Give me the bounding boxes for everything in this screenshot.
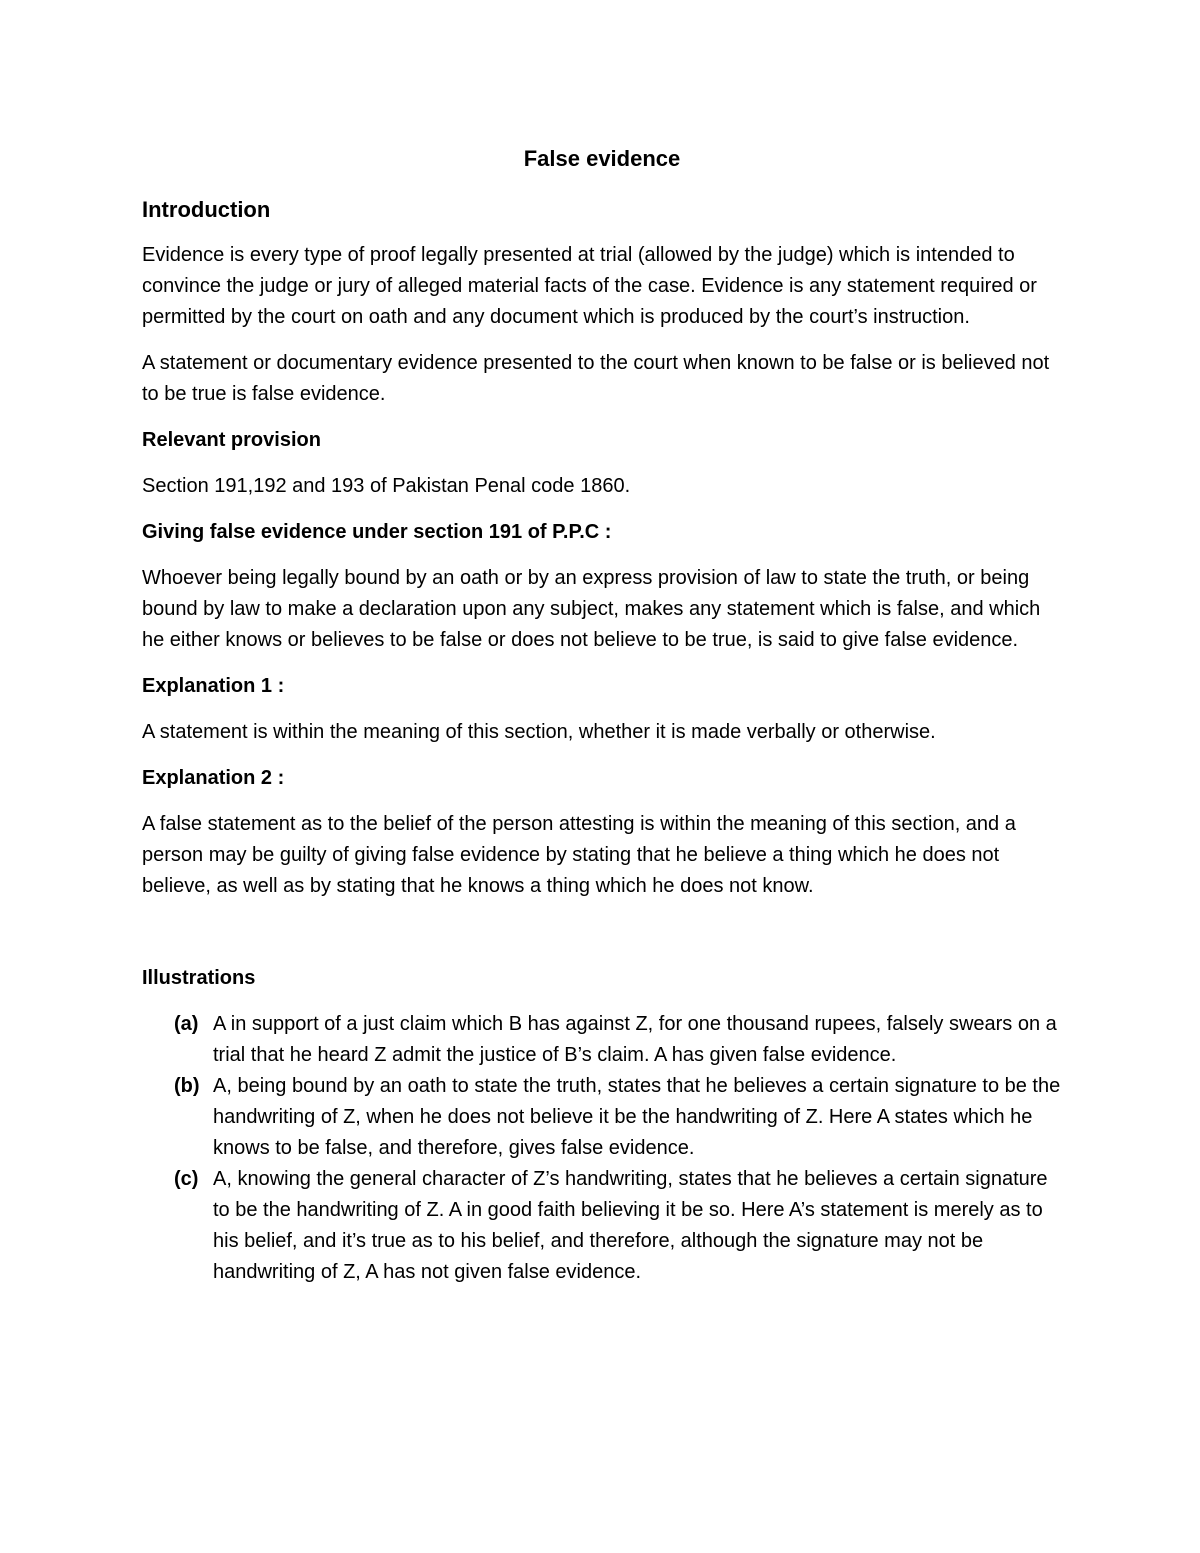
- illustration-item: [142, 1164, 1062, 1288]
- explanation-2-text: A false statement as to the belief of the person attesting is within the meaning of this section, and a person may be guilty of giving false evidence by stating that he believe a thing which he does not believe, as well as by stating that he knows a thing which he does not know.: [142, 813, 1016, 897]
- relevant-provision-heading: Relevant provision: [142, 429, 321, 451]
- intro-paragraph: Evidence is every type of proof legally presented at trial (allowed by the judge) which is intended to convince the judge or jury of alleged material facts of the case. Evidence is any statement required or permitted by the court on oath and any document which is produced by the court’s instruction.: [142, 244, 1037, 328]
- illustration-item: [142, 1009, 1062, 1071]
- blank-line: [142, 917, 1062, 963]
- illustration-label: (a): [174, 1013, 199, 1035]
- relevant-provision-text: Section 191,192 and 193 of Pakistan Penal code 1860.: [142, 475, 631, 497]
- section-191-heading: Giving false evidence under section 191 of P.P.C :: [142, 521, 612, 543]
- document-title: False evidence: [523, 146, 681, 171]
- illustration-label: (b): [174, 1075, 200, 1097]
- explanation-2-heading: Explanation 2 :: [142, 767, 285, 789]
- illustration-text: A, knowing the general character of Z’s handwriting, states that he believes a certain signature to be the handwriting of Z. A in good faith believing it be so. Here A’s statement is merely as to his belief, and it’s true as to his belief, and therefore, although the signature may not be handwriting of Z, A has not given false evidence.: [213, 1168, 1048, 1283]
- explanation-1-text: A statement is within the meaning of this section, whether it is made verbally or otherwise.: [142, 721, 936, 743]
- illustration-label: (c): [174, 1168, 199, 1190]
- section-191-text: Whoever being legally bound by an oath or by an express provision of law to state the truth, or being bound by law to make a declaration upon any subject, makes any statement which is false, and which he either knows or believes to be false or does not believe to be true, is said to give false evidence.: [142, 567, 1041, 651]
- illustration-text: A in support of a just claim which B has against Z, for one thousand rupees, falsely swears on a trial that he heard Z admit the justice of B’s claim. A has given false evidence.: [213, 1013, 1057, 1066]
- illustrations-heading: Illustrations: [142, 967, 256, 989]
- document-body: [142, 142, 1062, 1288]
- explanation-1-heading: Explanation 1 :: [142, 675, 285, 697]
- illustration-item: [142, 1071, 1062, 1164]
- illustrations-list: [142, 1009, 1062, 1288]
- introduction-heading: Introduction: [142, 197, 271, 222]
- illustration-text: A, being bound by an oath to state the truth, states that he believes a certain signature to be the handwriting of Z, when he does not believe it be the handwriting of Z. Here A states which he knows to be false, and therefore, gives false evidence.: [213, 1075, 1061, 1159]
- intro-paragraph: A statement or documentary evidence presented to the court when known to be false or is believed not to be true is false evidence.: [142, 352, 1050, 405]
